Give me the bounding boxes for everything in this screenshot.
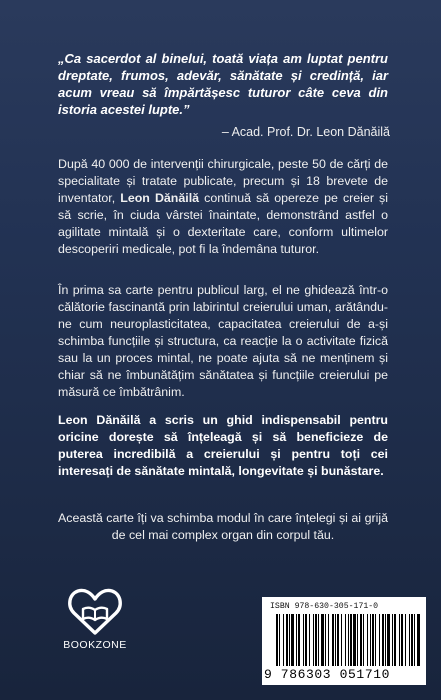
- barcode-stripe: [313, 614, 314, 666]
- barcode-stripe: [382, 614, 384, 666]
- barcode-stripe: [379, 614, 380, 666]
- barcode-stripe: [315, 614, 317, 666]
- barcode-stripe: [283, 614, 284, 666]
- barcode-stripe: [411, 614, 413, 666]
- barcode-stripe: [298, 614, 300, 666]
- barcode-stripe: [372, 614, 374, 666]
- barcode-stripe: [414, 614, 415, 666]
- barcode-stripe: [405, 614, 406, 666]
- barcode-stripe: [328, 614, 329, 666]
- paragraph-intro-start: După 40 000 de intervenții chirurgicale, peste 50 de cărți de specialitate și tratate publicate, precum și 18 brevete de inventator,: [58, 157, 388, 205]
- barcode-stripe: [335, 614, 336, 666]
- publisher-logo: [60, 585, 130, 675]
- quote-author: – Acad. Prof. Dr. Leon Dănăilă: [221, 125, 390, 139]
- barcode-stripe: [363, 614, 364, 666]
- barcode-stripe: [305, 614, 307, 666]
- barcode-stripe: [341, 614, 342, 666]
- barcode-stripe: [337, 614, 339, 666]
- barcode-stripe: [309, 614, 310, 666]
- barcode-stripe: [370, 614, 371, 666]
- barcode-stripe: [392, 614, 393, 666]
- barcode-stripe: [276, 614, 278, 666]
- paragraph-intro-end: continuă să opereze pe creier și să scrie, în ciuda vârstei înaintate, demonstrând astfel o agilitate mintală și o dexteritate care, conform ultimelor descoperiri medicale, pot fi la îndemâna tuturor.: [58, 191, 388, 256]
- barcode-stripe: [318, 614, 319, 666]
- barcode-stripe: [325, 614, 326, 666]
- barcode-stripe: [321, 614, 324, 666]
- barcode-stripe: [394, 614, 396, 666]
- barcode-stripe: [375, 614, 376, 666]
- barcode-stripe: [385, 614, 386, 666]
- publisher-name: BOOKZONE: [63, 639, 127, 651]
- heart-book-icon: [66, 585, 124, 637]
- barcode-stripe: [360, 614, 362, 666]
- barcode-stripe: [303, 614, 304, 666]
- barcode-stripe: [345, 614, 346, 666]
- barcode-stripe: [279, 614, 280, 666]
- barcode-stripe: [357, 614, 358, 666]
- barcode-stripe: [353, 614, 356, 666]
- barcode: [262, 597, 426, 685]
- barcode-stripe: [291, 614, 294, 666]
- isbn-label: ISBN 978-630-305-171-0: [270, 602, 379, 611]
- barcode-digits: 9 786303 051710: [264, 667, 391, 682]
- barcode-stripe: [401, 614, 403, 666]
- barcode-stripe: [296, 614, 297, 666]
- barcode-stripe: [286, 614, 288, 666]
- paragraph-highlight: Leon Dănăilă a scris un ghid indispensabil pentru oricine dorește să înțeleagă și să beneficieze de puterea incredibilă a creierului și pentru toți cei interesați de sănătate mintală, longevitate și bunăstare.: [58, 413, 388, 478]
- paragraph-closing: Această carte îți va schimba modul în care înțelegi și ai grijă de cel mai complex organ din corpul tău.: [58, 511, 388, 542]
- barcode-stripe: [417, 614, 420, 666]
- paragraph-intro: [58, 156, 388, 258]
- barcode-stripe: [332, 614, 334, 666]
- barcode-stripe: [409, 614, 410, 666]
- paragraph-book-description: În prima sa carte pentru publicul larg, el ne ghidează într-o călătorie fascinantă prin labirintul creierului uman, arătându-ne cum neuroplasticitatea, capacitatea creierului de a-și schimba funcțiile și structura, ca reacție la o activitate fizică sau la un proces mintal, ne poate ajuta să ne menținem și chiar să ne îmbunătățim sănătatea și funcțiile creierului pe măsură ce îmbătrânim.: [58, 283, 388, 399]
- barcode-stripe: [367, 614, 368, 666]
- barcode-stripe: [289, 614, 290, 666]
- author-name: Leon Dănăilă: [120, 191, 200, 205]
- barcode-bars: [276, 614, 421, 666]
- barcode-stripe: [387, 614, 390, 666]
- quote-text: „Ca sacerdot al binelui, toată viața am luptat pentru dreptate, frumos, adevăr, sănătate și credință, iar acum vreau să împărtășesc tuturor câte ceva din istoria acestei lupte.”: [58, 51, 388, 117]
- author-quote: [58, 50, 388, 118]
- barcode-stripe: [348, 614, 349, 666]
- barcode-stripe: [350, 614, 352, 666]
- barcode-stripe: [399, 614, 400, 666]
